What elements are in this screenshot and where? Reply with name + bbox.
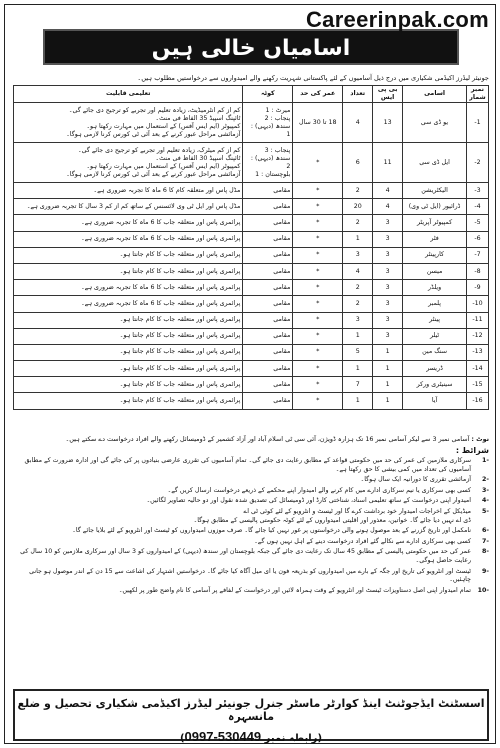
cell-bps: 3 (373, 215, 403, 231)
condition-item (13, 568, 489, 585)
cell-age: * (293, 312, 343, 328)
cell-post: کارپینٹر (403, 247, 467, 263)
note (13, 435, 489, 444)
header-quota: کوٹہ (243, 86, 293, 103)
contact-label: رابطہ نمبر (264, 733, 318, 744)
cell-post: ویلڈر (403, 280, 467, 296)
cell-age: * (293, 344, 343, 360)
cell-quota: مقامی (243, 199, 293, 215)
cell-bps: 4 (373, 199, 403, 215)
condition-number: -2 (481, 476, 489, 484)
cell-count: 2 (343, 183, 373, 199)
table-row (14, 296, 489, 312)
cell-qualification: پرائمری پاس اور متعلقہ جاب کا 6 ماہ کا تجربہ ضروری ہے۔ (14, 231, 243, 247)
cell-post: فٹر (403, 231, 467, 247)
cell-serial: 12- (467, 328, 489, 344)
cell-bps: 11 (373, 143, 403, 183)
condition-text: عمر کی حد میں حکومتی پالیسی کے مطابق 45 سال تک رعایت دی جائے گی جبکہ بلوچستان اور سندھ (دیہی) کے امیدواروں کو 3 سال اور سرکاری ملازمین کو 10 سال کی رعایت حاصل ہوگی۔ (20, 548, 471, 564)
condition-text: ٹیسٹ اور انٹرویو کی تاریخ اور جگہ کے بارے میں امیدواروں کو بذریعہ فون یا ای میل آگاہ کیا جائے گا۔ درخواستیں اشتہار کی اشاعت سے 15 دن کے اندر موصول ہو جانی چاہئیں۔ (29, 567, 471, 584)
note-label: نوٹ : (471, 435, 489, 443)
cell-post: میسن (403, 263, 467, 279)
cell-serial: 2- (467, 143, 489, 183)
conditions-title: شرائط : (455, 446, 489, 455)
header-qualification: تعلیمی قابلیت (14, 86, 243, 103)
cell-count: 7 (343, 377, 373, 393)
cell-qualification: پرائمری پاس اور متعلقہ جاب کا کام جانتا ہو۔ (14, 377, 243, 393)
cell-post: یو ڈی سی (403, 103, 467, 143)
cell-count: 2 (343, 215, 373, 231)
cell-quota: مقامی (243, 263, 293, 279)
cell-bps: 1 (373, 393, 403, 409)
cell-post: ڈریسر (403, 361, 467, 377)
cell-bps: 3 (373, 280, 403, 296)
condition-text: امیدوار اپنی درخواست کے ساتھ تعلیمی اسناد، شناختی کارڈ اور ڈومیسائل کی تصدیق شدہ نقول اور دو حالیہ تصاویر لگائیں۔ (146, 497, 471, 505)
cell-serial: 5- (467, 215, 489, 231)
table-row (14, 280, 489, 296)
cell-age: * (293, 199, 343, 215)
header-post: اسامی (403, 86, 467, 103)
cell-count: 3 (343, 312, 373, 328)
cell-post: پینٹر (403, 312, 467, 328)
cell-count: 1 (343, 231, 373, 247)
cell-qualification: پرائمری پاس اور متعلقہ جاب کا کام جانتا ہو۔ (14, 361, 243, 377)
cell-quota: مقامی (243, 296, 293, 312)
condition-text: تمام امیدوار اپنی اصل دستاویزات ٹیسٹ اور انٹرویو کے وقت ہمراہ لائیں اور درخواست کے لفافے پر آسامی کا نام واضح طور پر لکھیں۔ (118, 586, 471, 594)
cell-qualification: مڈل پاس اور متعلقہ کام کا 6 ماہ کا تجربہ ضروری ہے۔ (14, 183, 243, 199)
footer-address: اسسٹنٹ ایڈجوٹنٹ اینڈ کوارٹر ماسٹر جنرل جونیئر لیڈرز اکیڈمی شکیاری تحصیل و ضلع مانسہرہ (17, 697, 485, 723)
table-row (14, 215, 489, 231)
cell-quota: پنجاب : 3 سندھ (دیہی) : 2 بلوچستان : 1 (243, 143, 293, 183)
cell-quota: مقامی (243, 312, 293, 328)
condition-item (13, 497, 489, 506)
table-row (14, 231, 489, 247)
cell-count: 2 (343, 280, 373, 296)
cell-qualification: پرائمری پاس اور متعلقہ جاب کا کام جانتا ہو۔ (14, 328, 243, 344)
contact-phone: 0997-530449 (184, 729, 262, 744)
table-row (14, 393, 489, 409)
cell-qualification: پرائمری پاس اور متعلقہ جاب کا 6 ماہ کا تجربہ ضروری ہے۔ (14, 280, 243, 296)
cell-quota: مقامی (243, 183, 293, 199)
cell-post: آیا (403, 393, 467, 409)
cell-post: ڈرائیور (ایل ٹی وی) (403, 199, 467, 215)
condition-number: -5 (481, 507, 489, 515)
header-bps: بی پی ایس (373, 86, 403, 103)
cell-post: سنگ مین (403, 344, 467, 360)
advertisement-page (4, 4, 496, 744)
condition-number: -8 (481, 548, 489, 556)
cell-serial: 11- (467, 312, 489, 328)
cell-serial: 4- (467, 199, 489, 215)
cell-quota: مقامی (243, 377, 293, 393)
cell-post: کمپیوٹر آپریٹر (403, 215, 467, 231)
cell-bps: 3 (373, 328, 403, 344)
page-title: اسامیاں خالی ہیں (43, 29, 459, 65)
cell-qualification: پرائمری پاس اور متعلقہ جاب کا 6 ماہ کا تجربہ ضروری ہے۔ (14, 215, 243, 231)
cell-count: 20 (343, 199, 373, 215)
cell-bps: 13 (373, 103, 403, 143)
cell-bps: 3 (373, 263, 403, 279)
table-row (14, 199, 489, 215)
cell-quota: مقامی (243, 361, 293, 377)
condition-item (13, 487, 489, 496)
cell-quota: مقامی (243, 328, 293, 344)
table-row (14, 312, 489, 328)
cell-qualification: پرائمری پاس اور متعلقہ جاب کا کام جانتا ہو۔ (14, 393, 243, 409)
cell-serial: 6- (467, 231, 489, 247)
cell-quota: مقامی (243, 215, 293, 231)
header-serial: نمبر شمار (467, 86, 489, 103)
vacancies-body (14, 103, 489, 410)
cell-count: 6 (343, 143, 373, 183)
cell-age: * (293, 231, 343, 247)
cell-qualification: پرائمری پاس اور متعلقہ جاب کا کام جانتا ہو۔ (14, 263, 243, 279)
intro-text: جونیئر لیڈرز اکیڈمی شکیاری میں درج ذیل آسامیوں کے لئے پاکستانی شہریت رکھنے والے امیدواروں سے درخواستیں مطلوب ہیں۔ (137, 74, 489, 82)
cell-age: * (293, 280, 343, 296)
cell-bps: 4 (373, 183, 403, 199)
cell-serial: 10- (467, 296, 489, 312)
condition-number: -3 (481, 486, 489, 494)
condition-item (13, 476, 489, 485)
table-row (14, 344, 489, 360)
condition-item (13, 527, 489, 536)
cell-bps: 3 (373, 312, 403, 328)
conditions-list (13, 457, 489, 597)
cell-serial: 7- (467, 247, 489, 263)
cell-quota: مقامی (243, 280, 293, 296)
cell-quota: میرٹ : 1 پنجاب : 2 سندھ (دیہی) : 1 (243, 103, 293, 143)
cell-count: 2 (343, 296, 373, 312)
table-row (14, 263, 489, 279)
condition-number: -7 (481, 537, 489, 545)
cell-post: ٹیلر (403, 328, 467, 344)
cell-qualification: کم از کم انٹرمیڈیٹ، زیادہ تعلیم اور تجربے کو ترجیح دی جائے گی۔ ٹائپنگ اسپیڈ 35 الفاظ فی منٹ۔ کمپیوٹر (ایم ایس آفس) کے استعمال میں مہارت رکھتا ہو۔ آزمائشی مراحل عبور کرنے کے بعد آئی ٹی کورس کرنا لازمی ہوگا۔ (14, 103, 243, 143)
condition-number: -4 (481, 497, 489, 505)
cell-age: * (293, 183, 343, 199)
cell-serial: 3- (467, 183, 489, 199)
cell-qualification: پرائمری پاس اور متعلقہ جاب کا کام جانتا ہو۔ (14, 344, 243, 360)
table-row (14, 247, 489, 263)
cell-quota: مقامی (243, 247, 293, 263)
cell-serial: 16- (467, 393, 489, 409)
cell-age: * (293, 296, 343, 312)
table-row (14, 377, 489, 393)
condition-text: میڈیکل کے اخراجات امیدوار خود برداشت کرے گا اور ٹیسٹ و انٹرویو کے لئے کوئی ٹی اے ڈی اے نہیں دیا جائے گا۔ خواتین، معذور اور اقلیتی امیدواروں کے لئے کوٹہ حکومتی پالیسی کے مطابق ہوگا۔ (193, 507, 471, 524)
table-row (14, 361, 489, 377)
cell-serial: 13- (467, 344, 489, 360)
cell-quota: مقامی (243, 344, 293, 360)
cell-age: * (293, 247, 343, 263)
cell-post: ایل ڈی سی (403, 143, 467, 183)
vacancies-table (13, 85, 489, 410)
cell-age: * (293, 377, 343, 393)
cell-count: 3 (343, 247, 373, 263)
site-watermark: Careerinpak.com (305, 7, 489, 32)
cell-serial: 1- (467, 103, 489, 143)
cell-quota: مقامی (243, 393, 293, 409)
cell-serial: 15- (467, 377, 489, 393)
table-row (14, 143, 489, 183)
cell-age: 18 تا 30 سال (293, 103, 343, 143)
cell-age: * (293, 215, 343, 231)
table-row (14, 103, 489, 143)
condition-text: کسی بھی سرکاری یا نیم سرکاری ادارے میں کام کرنے والے امیدوار اپنے محکمے کے ذریعے درخواست ارسال کریں گے۔ (167, 486, 471, 494)
condition-item (13, 538, 489, 547)
cell-qualification: پرائمری پاس اور متعلقہ جاب کا 6 ماہ کا تجربہ ضروری ہے۔ (14, 296, 243, 312)
cell-count: 4 (343, 263, 373, 279)
cell-serial: 9- (467, 280, 489, 296)
cell-count: 4 (343, 103, 373, 143)
footer-box (13, 689, 489, 744)
condition-number: -9 (481, 567, 489, 575)
cell-age: * (293, 361, 343, 377)
cell-bps: 1 (373, 361, 403, 377)
condition-text: کسی بھی سرکاری ادارے سے نکالے گئے افراد درخواست دینے کے اہل نہیں ہوں گے۔ (254, 537, 471, 545)
cell-age: * (293, 263, 343, 279)
cell-count: 1 (343, 361, 373, 377)
condition-item (13, 587, 489, 596)
condition-item (13, 548, 489, 565)
cell-quota: مقامی (243, 231, 293, 247)
table-row (14, 183, 489, 199)
cell-age: * (293, 328, 343, 344)
cell-bps: 3 (373, 231, 403, 247)
table-header-row (14, 86, 489, 103)
cell-bps: 3 (373, 247, 403, 263)
cell-count: 5 (343, 344, 373, 360)
note-text: آسامی نمبر 3 سے لیکر آسامی نمبر 16 تک ہزارہ ڈویژن، آئی سی ٹی اسلام آباد اور آزاد کشمیر کے ڈومیسائل رکھنے والے افراد درخواست دے سکتے ہیں۔ (65, 435, 470, 443)
cell-bps: 3 (373, 296, 403, 312)
condition-text: سرکاری ملازمین کی عمر کی حد میں حکومتی قواعد کے مطابق رعایت دی جائے گی۔ تمام آسامیوں کی تقرری عارضی بنیادوں پر کی جائے گی اور ادارہ ضرورت کے مطابق آسامیوں کی تعداد میں کمی بیشی کا حق رکھتا ہے۔ (24, 457, 471, 473)
cell-count: 1 (343, 393, 373, 409)
cell-qualification: پرائمری پاس اور متعلقہ جاب کا کام جانتا ہو۔ (14, 247, 243, 263)
condition-text: آزمائشی تقرری کا دورانیہ ایک سال ہوگا۔ (360, 476, 471, 484)
cell-serial: 14- (467, 361, 489, 377)
cell-age: * (293, 143, 343, 183)
footer-contact: (رابطہ نمبر 0997-530449) (179, 729, 323, 744)
cell-bps: 1 (373, 377, 403, 393)
cell-post: پلمبر (403, 296, 467, 312)
condition-number: -10 (477, 586, 489, 594)
cell-qualification: کم از کم میٹرک، زیادہ تعلیم اور تجربے کو ترجیح دی جائے گی۔ ٹائپنگ اسپیڈ 30 الفاظ فی منٹ۔ کمپیوٹر (ایم ایس آفس) کے استعمال میں مہارت رکھتا ہو۔ آزمائشی مراحل عبور کرنے کے بعد آئی ٹی کورس کرنا لازمی ہوگا۔ (14, 143, 243, 183)
cell-post: الیکٹریشن (403, 183, 467, 199)
cell-qualification: پرائمری پاس اور متعلقہ جاب کا کام جانتا ہو۔ (14, 312, 243, 328)
condition-number: -1 (481, 457, 489, 464)
cell-serial: 8- (467, 263, 489, 279)
cell-bps: 1 (373, 344, 403, 360)
condition-number: -6 (481, 527, 489, 535)
cell-count: 1 (343, 328, 373, 344)
cell-qualification: مڈل پاس اور ایل ٹی وی لائسنس کے ساتھ کم از کم 3 سال کا تجربہ ضروری ہے۔ (14, 199, 243, 215)
condition-item (13, 508, 489, 525)
header-count: تعداد (343, 86, 373, 103)
condition-text: نامکمل اور تاریخ گزرنے کے بعد موصول ہونے والی درخواستوں پر غور نہیں کیا جائے گا۔ صرف موزوں امیدواروں کو ٹیسٹ اور انٹرویو کے لئے بلایا جائے گا۔ (72, 527, 471, 535)
header-age: عمر کی حد (293, 86, 343, 103)
table-row (14, 328, 489, 344)
condition-item (13, 457, 489, 474)
cell-post: سینیٹری ورکر (403, 377, 467, 393)
cell-age: * (293, 393, 343, 409)
